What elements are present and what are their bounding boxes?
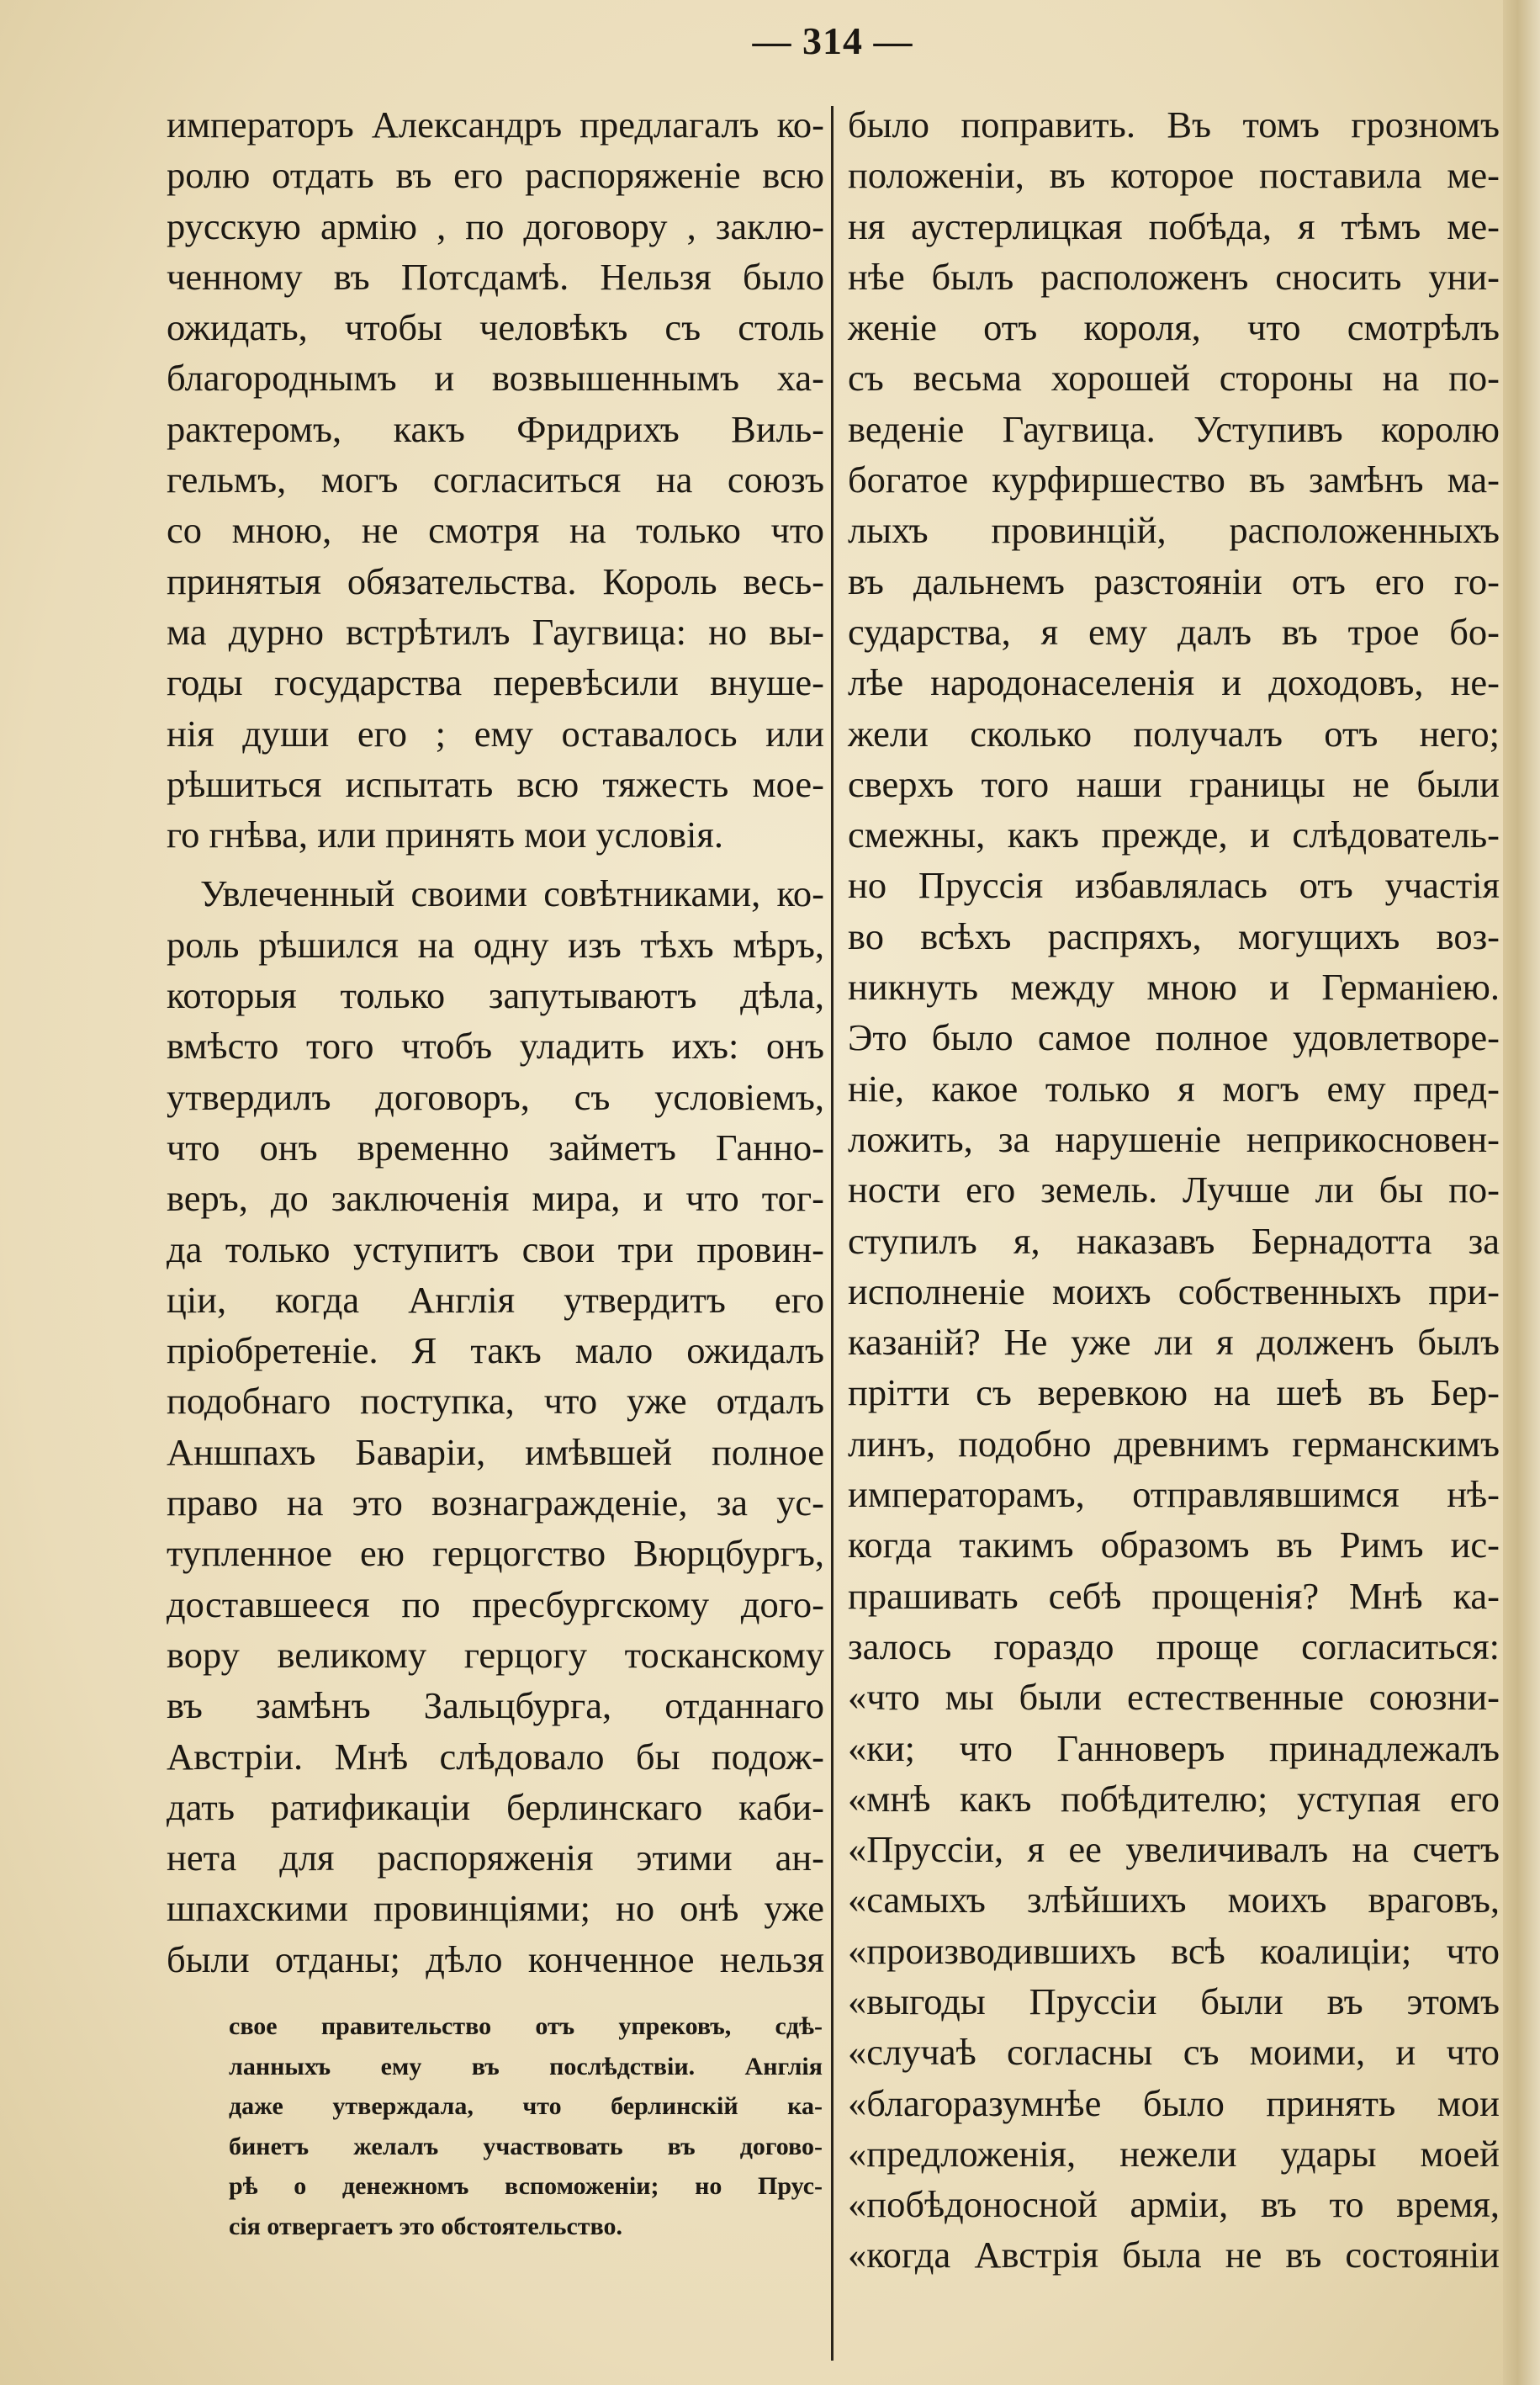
text-line: «самыхъ злѣйшихъ моихъ враговъ,	[848, 1879, 1500, 1921]
text-line: Австріи. Мнѣ слѣдовало бы подож-	[167, 1735, 824, 1778]
text-line: что онъ временно займетъ Ганно-	[167, 1126, 824, 1169]
text-line: рѣшиться испытать всю тяжесть мое-	[167, 762, 824, 805]
text-line: «мнѣ какъ побѣдителю; уступая его	[848, 1777, 1500, 1820]
text-line: было поправить. Въ томъ грозномъ	[848, 103, 1500, 146]
text-line: «производившихъ всѣ коалиціи; что	[848, 1929, 1500, 1972]
text-line: «благоразумнѣе было принять мои	[848, 2081, 1500, 2124]
text-line: ніе, какое только я могъ ему пред-	[848, 1067, 1500, 1110]
text-line: казаній? Не уже ли я долженъ былъ	[848, 1321, 1500, 1364]
text-line: ступилъ я, наказавъ Бернадотта за	[848, 1219, 1500, 1262]
text-line: императоръ Александръ предлагалъ ко-	[167, 103, 824, 146]
text-line: женіе отъ короля, что смотрѣлъ	[848, 306, 1500, 349]
text-line: никнуть между мною и Германіею.	[848, 966, 1500, 1009]
text-line: во всѣхъ распряхъ, могущихъ воз-	[848, 914, 1500, 957]
text-line: принятыя обязательства. Король весь-	[167, 559, 824, 602]
text-line: лѣе народонаселенія и доходовъ, не-	[848, 661, 1500, 704]
text-line: жели сколько получалъ отъ него;	[848, 712, 1500, 755]
text-line: сверхъ того наши границы не были	[848, 762, 1500, 805]
text-line: тупленное ею герцогство Вюрцбургъ,	[167, 1532, 824, 1575]
text-line: свое правительство отъ упрековъ, сдѣ-	[229, 2012, 823, 2040]
text-line: ченному въ Потсдамѣ. Нельзя было	[167, 255, 824, 298]
left-text-column	[167, 99, 824, 1985]
text-line: нія души его ; ему оставалось или	[167, 712, 824, 755]
text-line: «ки; что Ганноверъ принадлежалъ	[848, 1726, 1500, 1769]
text-line: благороднымъ и возвышеннымъ ха-	[167, 357, 824, 400]
text-line: Аншпахъ Баваріи, имѣвшей полное	[167, 1430, 824, 1473]
text-line: ности его земель. Лучше ли бы по-	[848, 1169, 1500, 1211]
text-line: положеніи, въ которое поставила ме-	[848, 154, 1500, 197]
text-line: ня аустерлицкая побѣда, я тѣмъ ме-	[848, 204, 1500, 247]
text-line: «предложенія, нежели удары моей	[848, 2132, 1500, 2175]
text-line: исполненіе моихъ собственныхъ при-	[848, 1269, 1500, 1312]
text-line: да только уступитъ свои три провин-	[167, 1227, 824, 1270]
text-line: «случаѣ согласны съ моими, и что	[848, 2031, 1500, 2074]
text-line: бинетъ желалъ участвовать въ догово-	[229, 2132, 823, 2160]
text-line: смежны, какъ прежде, и слѣдователь-	[848, 814, 1500, 856]
text-line: императорамъ, отправлявшимся нѣ-	[848, 1473, 1500, 1516]
text-line: рѣ о денежномъ вспоможеніи; но Прус-	[229, 2172, 823, 2200]
text-line: го гнѣва, или принять мои условія.	[167, 814, 723, 856]
text-line: сударства, я ему далъ въ трое бо-	[848, 610, 1500, 653]
text-line: вмѣсто того чтобъ уладить ихъ: онъ	[167, 1025, 824, 1068]
text-line: даже утверждала, что берлинскій ка-	[229, 2092, 823, 2120]
text-line: гельмъ, могъ согласиться на союзъ	[167, 458, 824, 501]
text-line: ложить, за нарушеніе неприкосновен-	[848, 1117, 1500, 1160]
text-line: право на это вознагражденіе, за ус-	[167, 1481, 824, 1524]
text-line: ланныхъ ему въ послѣдствіи. Англія	[229, 2052, 823, 2080]
text-line: ма дурно встрѣтилъ Гаугвица: но вы-	[167, 610, 824, 653]
text-line: Это было самое полное удовлетворе-	[848, 1016, 1500, 1059]
text-line: русскую армію , по договору , заклю-	[167, 204, 824, 247]
text-line: лыхъ провинцій, расположенныхъ	[848, 509, 1500, 552]
text-line: пріобретеніе. Я такъ мало ожидалъ	[167, 1329, 824, 1372]
text-line: ролю отдать въ его распоряженіе всю	[167, 154, 824, 197]
text-line: нета для распоряженія этими ан-	[167, 1836, 824, 1879]
text-line: прашивать себѣ прощенія? Мнѣ ка-	[848, 1574, 1500, 1617]
text-line: дать ратификаціи берлинскаго каби-	[167, 1785, 824, 1828]
right-text-column	[848, 99, 1500, 2281]
text-line: годы государства перевѣсили внуше-	[167, 661, 824, 704]
text-line: ціи, когда Англія утвердитъ его	[167, 1278, 824, 1321]
text-line: богатое курфиршество въ замѣнъ ма-	[848, 458, 1500, 501]
text-line: когда такимъ образомъ въ Римъ ис-	[848, 1524, 1500, 1566]
text-line: нѣе былъ расположенъ сносить уни-	[848, 255, 1500, 298]
text-line: были отданы; дѣло конченное нельзя	[167, 1937, 824, 1980]
text-line: прітти съ веревкою на шеѣ въ Бер-	[848, 1371, 1500, 1414]
page-edge	[1503, 0, 1540, 2385]
text-line: «побѣдоносной арміи, въ то время,	[848, 2183, 1500, 2226]
text-line: въ дальнемъ разстояніи отъ его го-	[848, 559, 1500, 602]
text-line: съ весьма хорошей стороны на по-	[848, 357, 1500, 400]
text-line: рактеромъ, какъ Фридрихъ Виль-	[167, 407, 824, 450]
text-line: линъ, подобно древнимъ германскимъ	[848, 1422, 1500, 1465]
text-line: Увлеченный своими совѣтниками, ко-	[200, 872, 824, 915]
text-line: но Пруссія избавлялась отъ участія	[848, 864, 1500, 907]
column-divider	[831, 106, 834, 2361]
text-line: веденіе Гаугвица. Уступивъ королю	[848, 407, 1500, 450]
text-line: «что мы были естественные союзни-	[848, 1676, 1500, 1719]
text-line: доставшееся по пресбургскому дого-	[167, 1582, 824, 1625]
text-line: шпахскими провинціями; но онѣ уже	[167, 1887, 824, 1930]
text-line: которыя только запутываютъ дѣла,	[167, 974, 824, 1017]
page-number: — 314 —	[752, 19, 913, 62]
text-line: со мною, не смотря на только что	[167, 509, 824, 552]
text-line: «когда Австрія была не въ состояніи	[848, 2234, 1500, 2276]
text-line: ожидать, чтобы человѣкъ съ столь	[167, 306, 824, 349]
footnote	[229, 2006, 823, 2246]
text-line: вору великому герцогу тосканскому	[167, 1633, 824, 1676]
text-line: «Пруссіи, я ее увеличивалъ на счетъ	[848, 1828, 1500, 1871]
text-line: «выгоды Пруссіи были въ этомъ	[848, 1980, 1500, 2022]
text-line: сія отвергаетъ это обстоятельство.	[229, 2212, 623, 2240]
text-line: залось гораздо проще согласиться:	[848, 1624, 1500, 1667]
text-line: веръ, до заключенія мира, и что тог-	[167, 1177, 824, 1220]
text-line: подобнаго поступка, что уже отдалъ	[167, 1380, 824, 1423]
text-line: роль рѣшился на одну изъ тѣхъ мѣръ,	[167, 923, 824, 966]
text-line: утвердилъ договоръ, съ условіемъ,	[167, 1075, 824, 1118]
text-line: въ замѣнъ Зальцбурга, отданнаго	[167, 1684, 824, 1727]
